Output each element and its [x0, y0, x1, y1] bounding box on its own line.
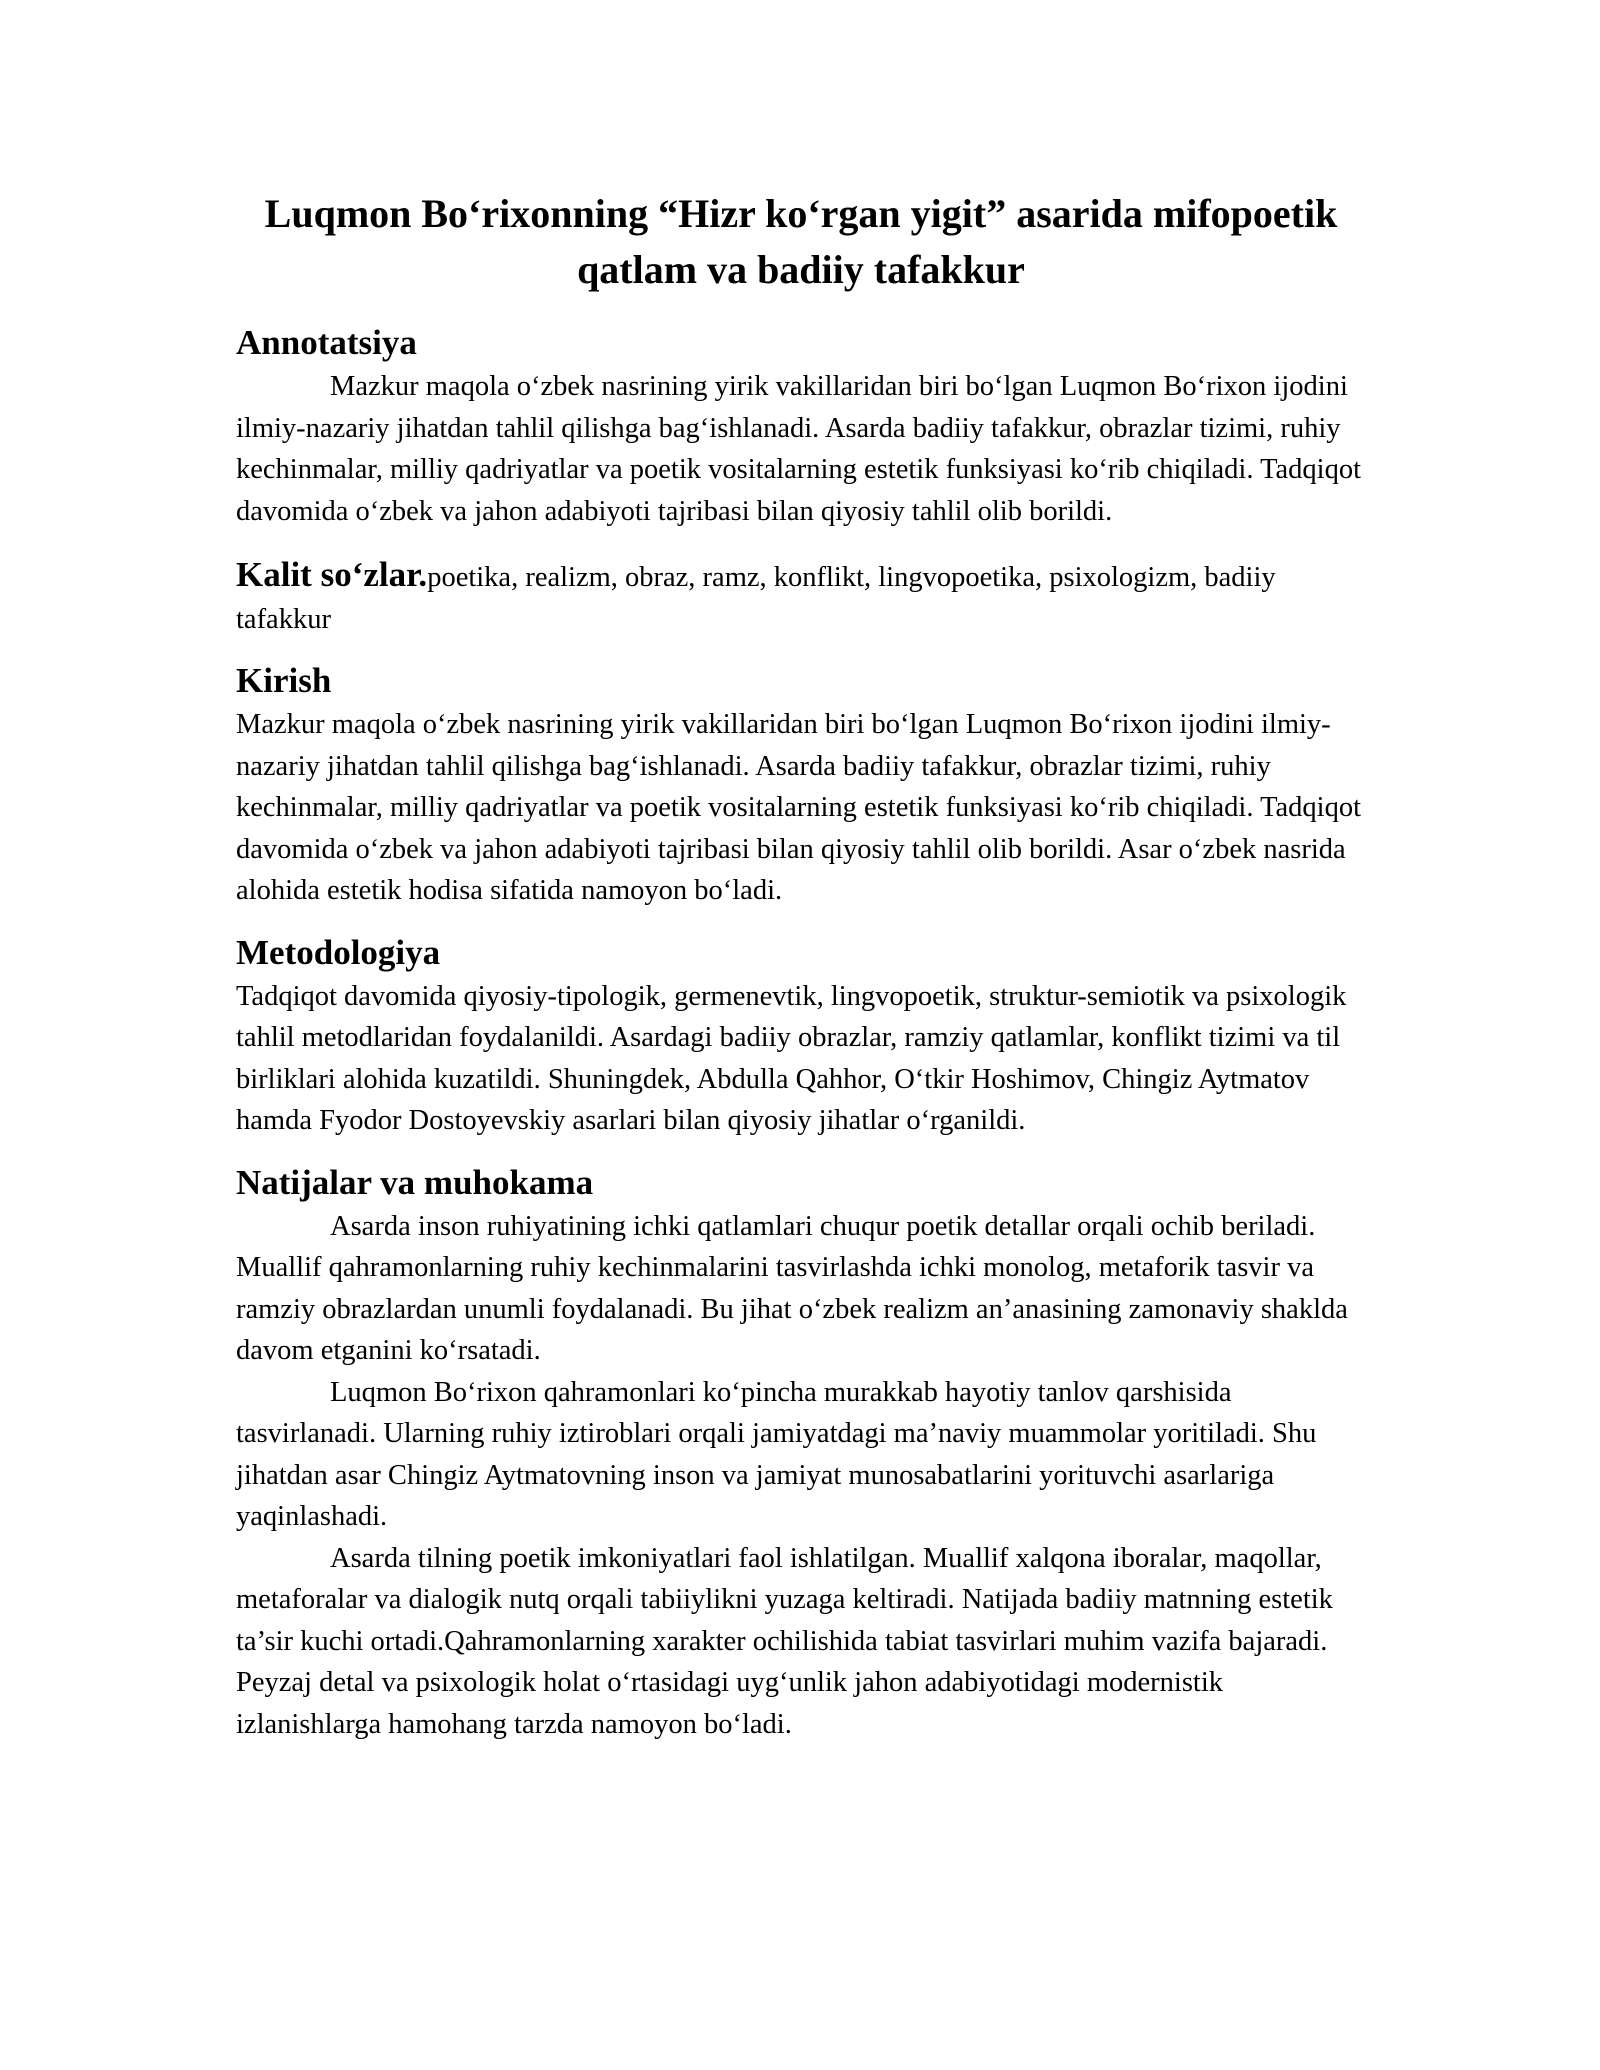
results-paragraph-2: Luqmon Bo‘rixon qahramonlari ko‘pincha murakkab hayotiy tanlov qarshisida tasvirlanadi. Ularning ruhiy iztiroblari orqali jamiyatdagi ma’naviy muammolar yoritiladi. Shu jihatdan asar Chingiz Aytmatovning inson va jamiyat munosabatlarini yorituvchi asarlariga yaqinlashadi. — [236, 1376, 1317, 1532]
results-paragraph-1: Asarda inson ruhiyatining ichki qatlamlari chuqur poetik detallar orqali ochib beriladi. Muallif qahramonlarning ruhiy kechinmalarini tasvirlashda ichki monolog, metaforik tasvir va ramziy obrazlardan unumli foydalanadi. Bu jihat o‘zbek realizm an’anasining zamonaviy shaklda davom etganini ko‘rsatadi. — [236, 1210, 1348, 1366]
methodology-section — [236, 930, 1366, 1142]
annotation-heading: Annotatsiya — [236, 323, 417, 362]
article-body — [236, 186, 1366, 1745]
results-section — [236, 1160, 1366, 1746]
results-heading: Natijalar va muhokama — [236, 1162, 594, 1202]
introduction-section — [236, 658, 1366, 912]
methodology-paragraph: Tadqiqot davomida qiyosiy-tipologik, germenevtik, lingvopoetik, struktur-semiotik va psixologik tahlil metodlaridan foydalanildi. Asardagi badiiy obrazlar, ramziy qatlamlar, konflikt tizimi va til birliklari alohida kuzatildi. Shuningdek, Abdulla Qahhor, O‘tkir Hoshimov, Chingiz Aytmatov hamda Fyodor Dostoyevskiy asarlari bilan qiyosiy jihatlar o‘rganildi. — [236, 980, 1347, 1136]
keywords-section — [236, 554, 1366, 640]
article-title: Luqmon Bo‘rixonning “Hizr ko‘rgan yigit” asarida mifopoetik qatlam va badiiy tafakkur — [264, 191, 1338, 292]
introduction-heading: Kirish — [236, 661, 332, 700]
introduction-paragraph: Mazkur maqola o‘zbek nasrining yirik vakillaridan biri bo‘lgan Luqmon Bo‘rixon ijodini ilmiy-nazariy jihatdan tahlil qilishga bag‘ishlanadi. Asarda badiiy tafakkur, obrazlar tizimi, ruhiy kechinmalar, milliy qadriyatlar va poetik vositalarning estetik funksiyasi ko‘rib chiqiladi. Tadqiqot davomida o‘zbek va jahon adabiyoti tajribasi bilan qiyosiy tahlil olib borildi. Asar o‘zbek nasrida alohida estetik hodisa sifatida namoyon bo‘ladi. — [236, 709, 1361, 906]
annotation-paragraph: Mazkur maqola o‘zbek nasrining yirik vakillaridan biri bo‘lgan Luqmon Bo‘rixon ijodini ilmiy-nazariy jihatdan tahlil qilishga bag‘ishlanadi. Asarda badiiy tafakkur, obrazlar tizimi, ruhiy kechinmalar, milliy qadriyatlar va poetik vositalarning estetik funksiyasi ko‘rib chiqiladi. Tadqiqot davomida o‘zbek va jahon adabiyoti tajribasi bilan qiyosiy tahlil olib borildi. — [236, 371, 1361, 527]
keywords-list: poetika, realizm, obraz, ramz, konflikt, lingvopoetika, psixologizm, badiiy tafakkur — [236, 562, 1276, 635]
keywords-label: Kalit so‘zlar. — [236, 555, 428, 594]
keywords-paragraph — [236, 554, 1366, 640]
methodology-heading: Metodologiya — [236, 932, 441, 972]
annotation-section — [236, 320, 1366, 532]
results-paragraph-3: Asarda tilning poetik imkoniyatlari faol ishlatilgan. Muallif xalqona iboralar, maqollar, metaforalar va dialogik nutq orqali tabiiylikni yuzaga keltiradi. Natijada badiiy matnning estetik ta’sir kuchi ortadi.Qahramonlarning xarakter ochilishida tabiat tasvirlari muhim vazifa bajaradi. Peyzaj detal va psixologik holat o‘rtasidagi uyg‘unlik jahon adabiyotidagi modernistik izlanishlarga hamohang tarzda namoyon bo‘ladi. — [236, 1542, 1333, 1740]
